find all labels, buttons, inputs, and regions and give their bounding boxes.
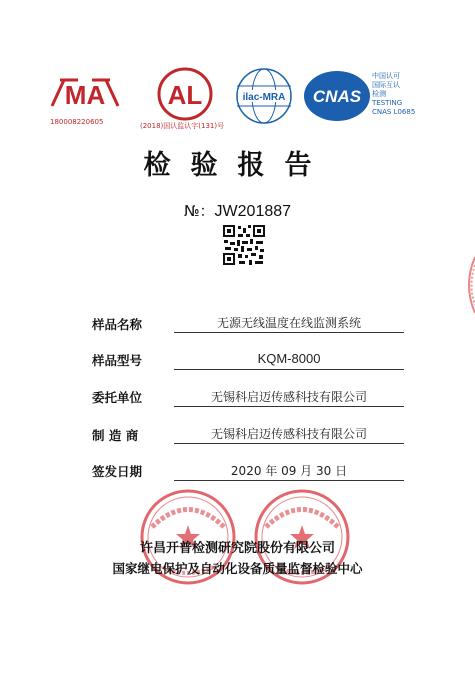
cnas-caption-line: CNAS L0685 [372, 108, 416, 116]
issuing-organization: 许昌开普检测研究院股份有限公司 [139, 541, 335, 556]
cnas-logo [302, 68, 372, 124]
ilac-mra-logo [234, 66, 294, 126]
field-value-manufacturer: 无锡科启迈传感科技有限公司 [210, 427, 367, 441]
field-value-client: 无锡科启迈传感科技有限公司 [210, 390, 367, 404]
field-underline [174, 406, 404, 407]
field-value-sample-model: KQM-8000 [257, 351, 321, 366]
field-label-manufacturer: 制 造 商 [92, 428, 139, 443]
svg-text:CNAS: CNAS [312, 87, 362, 106]
field-label-sample-model: 样品型号 [92, 353, 143, 368]
cnas-logo-icon [302, 68, 372, 124]
report-title: 检验报告 [143, 150, 332, 181]
field-value-sample-name: 无源无线温度在线监测系统 [216, 316, 361, 330]
qr-code-icon [222, 224, 266, 266]
cal-logo-icon [140, 66, 230, 122]
field-underline [174, 369, 404, 370]
report-number-label: №： [183, 202, 215, 220]
field-value-issue-date: 2020 年 09 月 30 日 [230, 464, 348, 478]
field-underline [174, 443, 404, 444]
cal-caption: (2018)国认监认字(131)号 [140, 122, 225, 130]
seal-edge-icon [463, 255, 475, 315]
report-number [0, 200, 475, 221]
globe-icon [234, 66, 294, 126]
inspection-center: 国家继电保护及自动化设备质量监督检验中心 [112, 561, 363, 576]
qr-code [222, 224, 266, 266]
field-label-client: 委托单位 [92, 390, 143, 405]
field-underline [174, 332, 404, 333]
cnas-caption [372, 72, 415, 117]
cma-caption: 180008220605 [50, 118, 104, 126]
field-label-issue-date: 签发日期 [92, 464, 143, 479]
cnas-caption-line: 检测 [372, 90, 386, 98]
report-number-value: JW201887 [214, 203, 292, 220]
cnas-caption-line: TESTING [372, 99, 403, 107]
svg-text:ilac-MRA: ilac-MRA [242, 92, 286, 103]
svg-text:AL: AL [167, 80, 203, 110]
cal-logo [140, 66, 230, 134]
cma-logo [50, 76, 120, 124]
field-underline [174, 480, 404, 481]
cnas-caption-line: 中国认可 [372, 72, 400, 80]
cma-logo-icon [50, 76, 120, 110]
field-label-sample-name: 样品名称 [92, 317, 143, 332]
svg-text:MA: MA [64, 80, 106, 110]
cnas-caption-line: 国际互认 [372, 81, 400, 89]
